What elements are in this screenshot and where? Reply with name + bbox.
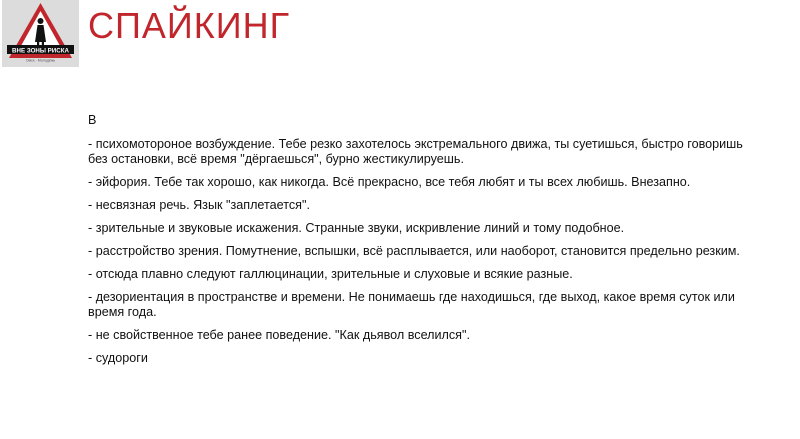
list-item: - психомотороное возбуждение. Тебе резко захотелось экстремального движа, ты суетишься, быстро говоришь без остановки, всё время "дёргаешься", бурно жестикулируешь.	[88, 137, 743, 166]
logo-subtext: Омск · Молодёжь	[25, 58, 56, 63]
list-item: - эйфория. Тебе так хорошо, как никогда. Всё прекрасно, все тебя любят и ты всех любишь. Внезапно.	[88, 175, 691, 189]
logo	[2, 0, 79, 67]
list-item: - зрительные и звуковые искажения. Странные звуки, искривление линий и тому подобное.	[88, 221, 625, 235]
warning-triangle-icon	[2, 0, 79, 67]
list-item: - расстройство зрения. Помутнение, вспышки, всё расплывается, или наоборот, становится предельно резким.	[88, 244, 740, 258]
logo-text: ВНЕ ЗОНЫ РИСКА	[12, 47, 69, 55]
list-item: - несвязная речь. Язык "заплетается".	[88, 198, 310, 212]
list-item: - не свойственное тебе ранее поведение. "Как дьявол вселился".	[88, 328, 470, 342]
slide-title: СПАЙКИНГ	[88, 5, 291, 46]
intro-text: В	[88, 113, 97, 127]
list-item: - судороги	[88, 351, 148, 365]
list-item: - отсюда плавно следуют галлюцинации, зрительные и слуховые и всякие разные.	[88, 267, 573, 281]
slide-body	[88, 113, 748, 374]
list-item: - дезориентация в пространстве и времени. Не понимаешь где находишься, где выход, какое время суток или время года.	[88, 290, 735, 319]
